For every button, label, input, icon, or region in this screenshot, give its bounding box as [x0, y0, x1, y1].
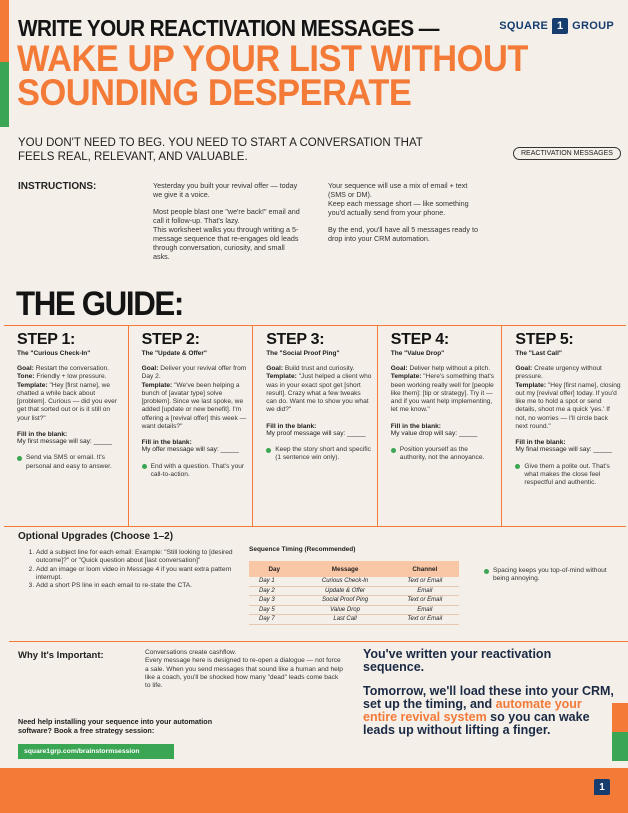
timing-table: [249, 561, 459, 625]
fill-in-label: Fill in the blank:: [266, 422, 317, 430]
footer-bar: [0, 768, 628, 813]
step-tip: Give them a polite out. That's what makes the close feel respectful and authentic.: [515, 463, 621, 488]
instructions-label: INSTRUCTIONS:: [18, 181, 97, 192]
check-dot-icon: [266, 448, 271, 453]
list-item: 2. Add an image or loom video in Message 4 if you want extra pattern interrupt.: [36, 566, 258, 583]
step-title: STEP 1:: [17, 331, 76, 348]
help-text: Need help installing your sequence into your automation software? Book a free strategy session:: [18, 717, 213, 735]
step-subtitle: The "Curious Check-In": [17, 350, 91, 357]
step-subtitle: The "Last Call": [515, 350, 562, 357]
fill-in-label: Fill in the blank:: [141, 439, 192, 447]
page-headline: [17, 38, 528, 113]
step-body: [266, 365, 372, 415]
check-dot-icon: [142, 464, 147, 469]
check-dot-icon: [17, 456, 22, 461]
step-goal: Goal: Build trust and curiosity.: [266, 365, 355, 372]
fill-in-label: Fill in the blank:: [515, 439, 566, 447]
instructions-paragraph: By the end, you'll have all 5 messages ready to drop into your CRM automation.: [328, 225, 479, 243]
step-tip: Position yourself as the authority, not the annoyance.: [391, 446, 497, 463]
fill-in-label: Fill in the blank:: [390, 422, 441, 430]
fill-in-line: My offer message will say: _____: [141, 446, 239, 454]
why-important-label: Why It's Important:: [18, 650, 104, 661]
step-tip: Keep the story short and specific (1 sentence win only).: [266, 446, 372, 463]
step-card-5: [502, 326, 626, 526]
step-title: STEP 2:: [141, 331, 200, 348]
accent-bar-orange-right: [612, 703, 628, 732]
step-goal: Goal: Create urgency without pressure.: [515, 365, 602, 381]
check-dot-icon: [515, 464, 520, 469]
list-item: 1. Add a subject line for each email: Example: "Still looking to [desired outcome]?" or "Quick question about [last conversation]": [36, 549, 258, 566]
steps-grid: [4, 325, 626, 527]
step-tip: Send via SMS or email. It's personal and easy to answer.: [17, 454, 123, 471]
headline-line-2: SOUNDING DESPERATE: [17, 72, 412, 113]
step-goal: Goal: Restart the conversation.: [17, 365, 110, 372]
step-template: Template: "Hey [first name], we chatted a while back about [problem]. Curious — did you ever get that sorted out or is it still on your list?": [17, 381, 118, 422]
step-card-3: [253, 326, 378, 526]
fill-in-label: Fill in the blank:: [17, 431, 68, 439]
step-body: [515, 365, 621, 431]
why-important-text: Conversations create cashflow. Every message here is designed to re-open a dialogue — not force a sale. When you send messages that sound like a human and help like a coach, you'll be shocked how many "dead" leads come back to life.: [145, 649, 343, 690]
instructions-paragraph: Yesterday you built your revival offer — today we give it a voice.: [153, 181, 298, 199]
step-goal: Goal: Deliver help without a pitch.: [390, 365, 491, 372]
step-card-1: [4, 326, 129, 526]
fill-in-line: My first message will say: _____: [17, 438, 112, 446]
optional-tip: Spacing keeps you top-of-mind without being annoying.: [484, 567, 609, 584]
step-tip: End with a question. That's your call-to-action.: [142, 463, 248, 480]
optional-upgrades-list: [22, 549, 258, 590]
step-body: [391, 365, 497, 415]
brand-logo: [499, 18, 614, 34]
step-card-2: [129, 326, 254, 526]
timing-title: Sequence Timing (Recommended): [249, 546, 356, 553]
step-tone: Tone: Friendly + low pressure.: [17, 373, 107, 381]
section-divider: [9, 641, 628, 642]
step-goal: Goal: Deliver your revival offer from Day 2.: [141, 365, 247, 381]
table-row: Day 1 Curious Check-In Text or Email: [249, 577, 459, 586]
fill-in-line: My proof message will say: _____: [266, 429, 366, 437]
step-template: Template: "Hey [first name], closing out my [revival offer] today. If you'd like me to hold a spot or send details, shoot me a quick 'yes.' If not, no worries — I'll circle back next round.": [515, 381, 621, 431]
instructions-paragraph: Keep each message short — like something you'd actually send from your phone.: [328, 199, 469, 217]
column-header: Message: [299, 561, 390, 577]
table-row: Day 2 Update & Offer Email: [249, 586, 459, 596]
step-template: Template: "We've been helping a bunch of [avatar type] solve [problem]. Since we last spoke, we added [update or new benefit]. I'm offering a [revival offer] this week — want details?": [141, 381, 247, 431]
table-row: Day 3 Social Proof Ping Text or Email: [249, 596, 459, 606]
fill-in-line: My value drop will say: _____: [390, 429, 478, 437]
step-body: [142, 365, 248, 431]
step-title: STEP 4:: [390, 331, 449, 348]
logo-right-text: GROUP: [572, 20, 614, 32]
instructions-column-2: [328, 181, 478, 251]
fill-in-line: My final message will say: _____: [515, 446, 612, 454]
check-dot-icon: [391, 448, 396, 453]
table-row: Day 7 Last Call Text or Email: [249, 615, 459, 625]
check-dot-icon: [484, 569, 489, 574]
brand-badge-icon: 1: [594, 779, 610, 795]
logo-badge-icon: 1: [552, 18, 568, 34]
headline-line-1: WAKE UP YOUR LIST WITHOUT: [17, 38, 528, 79]
step-subtitle: The "Value Drop": [390, 350, 445, 357]
column-header: Day: [249, 561, 299, 577]
column-header: Channel: [391, 561, 459, 577]
step-card-4: [378, 326, 503, 526]
step-body: [17, 365, 123, 423]
accent-bar-orange: [0, 0, 9, 62]
step-template: Template: "Just helped a client who was in your exact spot get [short result]. Crazy what a few tweaks can do. Want me to show you what we did?": [266, 373, 372, 414]
instructions-paragraph: This worksheet walks you through writing a 5-message sequence that re-engages old leads through conversation, curiosity, and small asks.: [153, 225, 299, 261]
page-title: WRITE YOUR REACTIVATION MESSAGES —: [18, 15, 439, 41]
guide-heading: THE GUIDE:: [16, 285, 183, 323]
accent-bar-green: [0, 62, 9, 127]
instructions-paragraph: Your sequence will use a mix of email + text (SMS or DM).: [328, 181, 468, 199]
list-item: 3. Add a short PS line in each email to re-state the CTA.: [36, 582, 258, 590]
closing-message: You've written your reactivation sequence. Tomorrow, we'll load these into your CRM, set up the timing, and automate your entire revival system so you can wake leads up without lifting a finger.: [363, 647, 614, 737]
lead-text: YOU DON'T NEED TO BEG. YOU NEED TO START A CONVERSATION THAT FEELS REAL, RELEVANT, AND VALUABLE.: [18, 137, 423, 163]
instructions-paragraph: Most people blast one "we're back!" email and call it follow-up. That's lazy.: [153, 207, 300, 225]
instructions-column-1: [153, 181, 301, 269]
table-row: Day 5 Value Drop Email: [249, 605, 459, 615]
strategy-session-link[interactable]: square1grp.com/brainstormsession: [18, 744, 174, 759]
step-title: STEP 3:: [266, 331, 325, 348]
reactivation-messages-tag[interactable]: REACTIVATION MESSAGES: [513, 147, 621, 160]
logo-left-text: SQUARE: [499, 20, 549, 32]
step-template: Template: "Here's something that's been working really well for [people like them]: [tip or strategy]. Try it — and if you want help implementing, let me know.": [390, 373, 495, 414]
step-title: STEP 5:: [515, 331, 574, 348]
table-header-row: [249, 561, 459, 577]
accent-bar-green-right: [612, 732, 628, 761]
step-subtitle: The "Update & Offer": [141, 350, 207, 357]
step-subtitle: The "Social Proof Ping": [266, 350, 340, 357]
optional-upgrades-title: Optional Upgrades (Choose 1–2): [18, 531, 174, 542]
